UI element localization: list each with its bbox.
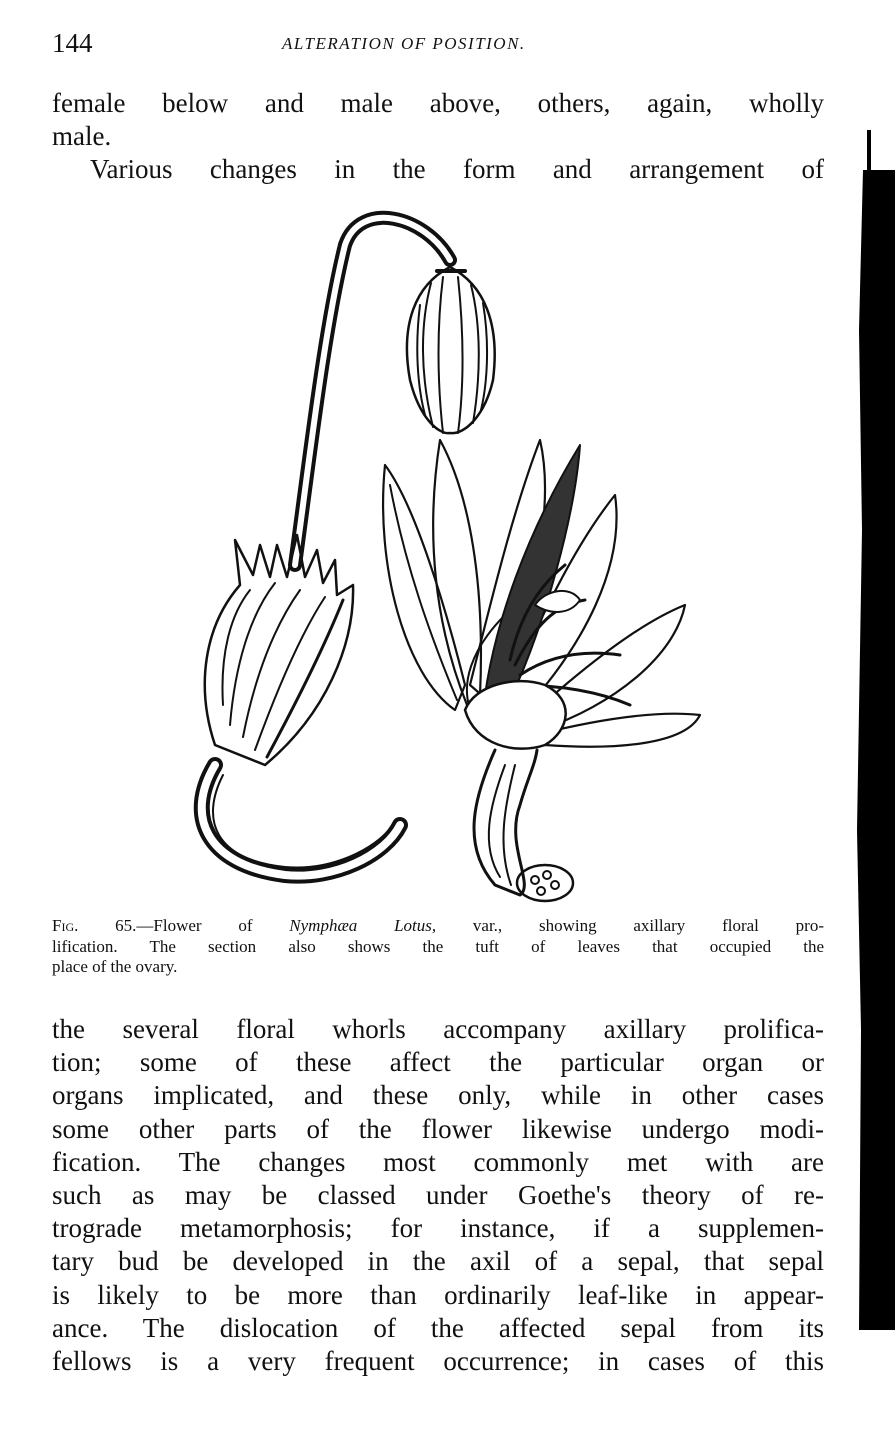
text-line: tion; some of these affect the particular organ or [52,1047,824,1078]
text-line: is likely to be more than ordinarily leaf-like in appear- [52,1279,824,1310]
text-line: such as may be classed under Goethe's theory of re- [52,1180,824,1211]
caption-text: —Flower of [136,916,290,935]
figure-caption [52,916,824,978]
text-line: fication. The changes most commonly met with are [52,1146,824,1177]
figure-label: Fig. 65. [52,916,137,935]
text-line: male. [52,121,112,152]
running-head: ALTERATION OF POSITION. [282,34,526,53]
text-line: tary bud be developed in the axil of a sepal, that sepal [52,1246,824,1277]
binding-shadow [853,130,895,1330]
text-line: organs implicated, and these only, while in other cases [52,1080,824,1111]
text-line: some other parts of the flower likewise undergo modi- [52,1113,824,1144]
nymphaea-lotus-flower-icon [175,205,720,905]
page-header [52,28,832,68]
text-line: Various changes in the form and arrangement of [90,154,824,185]
page-number: 144 [52,28,93,58]
caption-line: lification. The section also shows the tuft of leaves that occupied the [52,936,824,956]
caption-text: var., showing axillary floral pro- [436,916,824,935]
flower-illustration [175,205,720,905]
text-line: ance. The dislocation of the affected sepal from its [52,1312,824,1343]
text-line: the several floral whorls accompany axillary prolifica- [52,1014,824,1044]
text-line: female below and male above, others, again, wholly [52,88,824,118]
text-line: trograde metamorphosis; for instance, if a supplemen- [52,1213,824,1244]
caption-line [52,916,824,937]
species-name: Nymphæa Lotus, [289,916,437,935]
text-line: fellows is a very frequent occurrence; in cases of this [52,1346,824,1377]
caption-line: place of the ovary. [52,957,178,976]
bottom-paragraph [52,1013,824,1378]
top-paragraph [52,87,824,187]
